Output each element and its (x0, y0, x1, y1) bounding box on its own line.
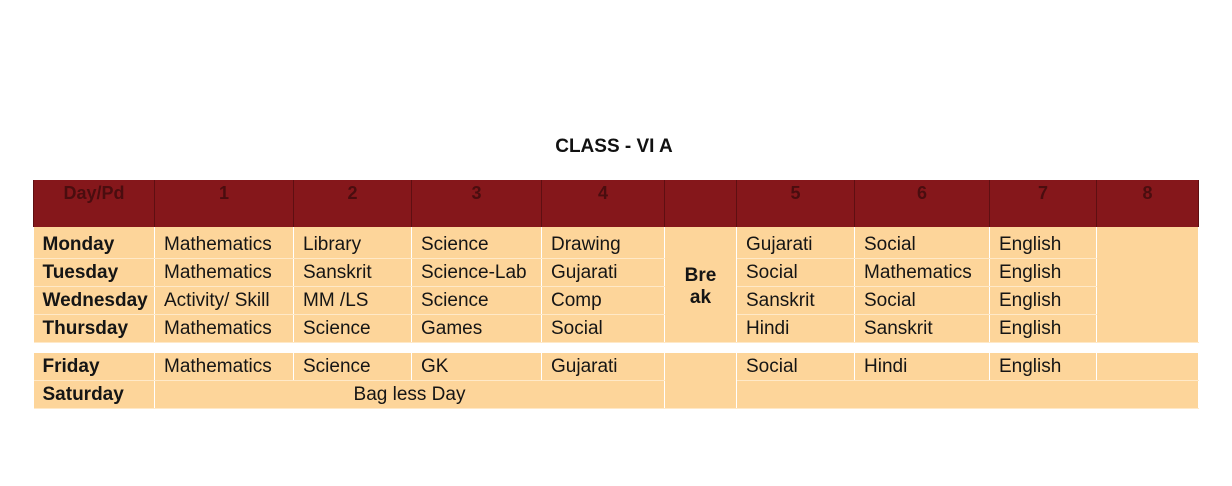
subject-cell: Science (412, 287, 542, 315)
header-period-8: 8 (1097, 180, 1199, 227)
subject-cell: Mathematics (155, 259, 294, 287)
subject-cell: Hindi (855, 353, 990, 381)
subject-cell: Hindi (737, 315, 855, 343)
subject-cell: Gujarati (542, 259, 665, 287)
header-period-5: 5 (737, 180, 855, 227)
subject-cell: Mathematics (155, 227, 294, 259)
day-cell: Tuesday (34, 259, 155, 287)
break-label-1: Bre (684, 264, 717, 286)
header-period-3: 3 (412, 180, 542, 227)
subject-cell: Mathematics (855, 259, 990, 287)
header-day-pd: Day/Pd (34, 180, 155, 227)
subject-cell: English (990, 259, 1097, 287)
day-cell: Wednesday (34, 287, 155, 315)
subject-cell: GK (412, 353, 542, 381)
saturday-afternoon-cell (737, 381, 1199, 409)
subject-cell: Science (412, 227, 542, 259)
subject-cell: Social (737, 353, 855, 381)
subject-cell: Science (294, 353, 412, 381)
subject-cell: Mathematics (155, 315, 294, 343)
table-row (34, 227, 1199, 259)
subject-cell: English (990, 353, 1097, 381)
table-row (34, 259, 1199, 287)
header-period-2: 2 (294, 180, 412, 227)
break-cell (665, 353, 737, 409)
header-row (34, 180, 1199, 227)
day-cell: Friday (34, 353, 155, 381)
subject-cell: Games (412, 315, 542, 343)
break-label-2: ak (689, 286, 712, 308)
subject-cell: Social (855, 227, 990, 259)
subject-cell: Social (855, 287, 990, 315)
day-cell: Thursday (34, 315, 155, 343)
period-8-cell (1097, 353, 1199, 381)
subject-cell: Social (542, 315, 665, 343)
subject-cell: Social (737, 259, 855, 287)
subject-cell: Science-Lab (412, 259, 542, 287)
subject-cell: English (990, 227, 1097, 259)
subject-cell: MM /LS (294, 287, 412, 315)
header-period-1: 1 (155, 180, 294, 227)
table-row (34, 315, 1199, 343)
page-title: CLASS - VI A (555, 136, 673, 157)
day-cell: Monday (34, 227, 155, 259)
header-period-6: 6 (855, 180, 990, 227)
subject-cell: Gujarati (542, 353, 665, 381)
period-8-cell (1097, 227, 1199, 343)
subject-cell: Gujarati (737, 227, 855, 259)
subject-cell: Drawing (542, 227, 665, 259)
header-period-7: 7 (990, 180, 1097, 227)
subject-cell: Science (294, 315, 412, 343)
subject-cell: Mathematics (155, 353, 294, 381)
subject-cell: Comp (542, 287, 665, 315)
table-row (34, 353, 1199, 381)
table-row (34, 381, 1199, 409)
header-break (665, 180, 737, 227)
break-cell (665, 227, 737, 343)
subject-cell: English (990, 287, 1097, 315)
day-cell: Saturday (34, 381, 155, 409)
subject-cell: Sanskrit (294, 259, 412, 287)
subject-cell: Library (294, 227, 412, 259)
timetable (33, 180, 1199, 409)
divider-cell (34, 343, 1199, 354)
subject-cell: Sanskrit (855, 315, 990, 343)
table-row (34, 287, 1199, 315)
header-period-4: 4 (542, 180, 665, 227)
bag-less-day-note: Bag less Day (155, 381, 665, 409)
subject-cell: Sanskrit (737, 287, 855, 315)
subject-cell: English (990, 315, 1097, 343)
row-divider (34, 343, 1199, 354)
subject-cell: Activity/ Skill (155, 287, 294, 315)
